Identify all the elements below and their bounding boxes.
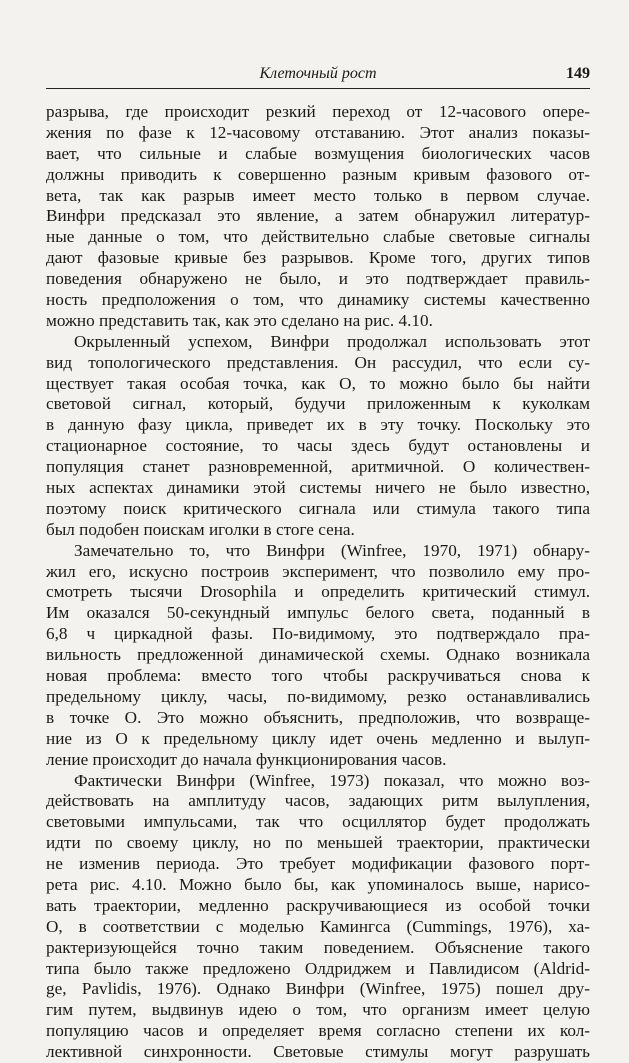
text-line: вильность предложенной динамической схемы. Однако возникала (46, 645, 590, 665)
text-line: популяция станет разновременной, аритмичной. О количествен- (46, 457, 590, 477)
text-line: смотреть тысячи Drosophila и определить критический стимул. (46, 582, 590, 602)
text-line: Замечательно то, что Винфри (Winfree, 1970, 1971) обнару- (74, 540, 590, 560)
text-line: вает, что сильные и слабые возмущения биологических часов (46, 143, 590, 163)
page-number: 149 (566, 65, 590, 82)
text-line: жил его, искусно построив эксперимент, что позволило ему про- (46, 561, 590, 581)
text-line: в данную фазу цикла, приведет их в эту точку. Поскольку это (46, 415, 590, 435)
text-line: идти по своему циклу, но по меньшей траектории, практически (46, 833, 590, 853)
text-line: не изменив периода. Это требует модификации фазового порт- (46, 854, 590, 874)
text-line: 6,8 ч циркадной фазы. По-видимому, это подтверждало пра- (46, 624, 590, 644)
text-line: ление происходит до начала функционирования часов. (46, 749, 447, 769)
text-line: лективной синхронности. Световые стимулы могут разрушать (46, 1042, 590, 1062)
text-line: был подобен поискам иголки в стоге сена. (46, 519, 355, 539)
text-line: Им оказался 50-секундный импульс белого света, поданный в (46, 603, 590, 623)
text-line: рета рис. 4.10. Можно было бы, как упоминалось выше, нарисо- (46, 874, 590, 894)
text-line: действовать на амплитуду часов, задающих ритм вылупления, (46, 791, 590, 811)
text-line: Винфри предсказал это явление, а затем обнаружил литератур- (46, 206, 590, 226)
text-line: Фактически Винфри (Winfree, 1973) показал, что можно воз- (74, 770, 590, 790)
text-line: поведения обнаружено не было, и это подтверждает правиль- (46, 269, 590, 289)
text-line: O, в соответствии с моделью Камингса (Cummings, 1976), ха- (46, 916, 590, 936)
text-line: жения по фазе к 12-часовому отставанию. Этот анализ показы- (46, 122, 590, 142)
text-line: Окрыленный успехом, Винфри продолжал использовать этот (74, 331, 590, 351)
text-line: ние из O к предельному циклу идет очень медленно и вылуп- (46, 728, 590, 748)
text-line: рактеризующейся точно таким поведением. Объяснение такого (46, 937, 590, 957)
text-line: дают фазовые кривые без разрывов. Кроме того, других типов (46, 248, 590, 268)
text-line: ных аспектах динамики этой системы ничего не было известно, (46, 478, 590, 498)
text-line: вид топологического представления. Он рассудил, что если су- (46, 352, 590, 372)
running-title: Клеточный рост (259, 65, 377, 82)
text-line: стационарное состояние, то часы здесь будут остановлены и (46, 436, 590, 456)
text-line: популяцию часов и определяет время согласно степени их кол- (46, 1021, 590, 1041)
text-line: световой сигнал, который, будучи приложенным к куколкам (46, 394, 590, 414)
text-line: в точке O. Это можно объяснить, предположив, что возвраще- (46, 707, 590, 727)
text-line: предельному циклу, часы, по-видимому, резко останавливались (46, 686, 590, 706)
text-line: ge, Pavlidis, 1976). Однако Винфри (Winfree, 1975) пошел дру- (46, 979, 590, 999)
page-header (46, 62, 590, 89)
text-line: ность предположения о том, что динамику системы качественно (46, 290, 590, 310)
text-line: можно представить так, как это сделано на рис. 4.10. (46, 310, 433, 330)
text-line: новая проблема: вместо того чтобы раскручиваться снова к (46, 666, 590, 686)
text-line: вать траектории, медленно раскручивающиеся из особой точки (46, 895, 590, 915)
text-line: ные данные о том, что действительно слабые световые сигналы (46, 227, 590, 247)
text-line: поэтому поиск критического сигнала или стимула такого типа (46, 498, 590, 518)
text-line: гим путем, выдвинув идею о том, что организм имеет целую (46, 1000, 590, 1020)
text-line: ществует такая особая точка, как O, то можно было бы найти (46, 373, 590, 393)
text-line: вета, так как разрыв имеет место только в первом случае. (46, 185, 590, 205)
text-line: разрыва, где происходит резкий переход от 12-часового опере- (46, 102, 590, 121)
text-line: световыми импульсами, так что осциллятор будет продолжать (46, 812, 590, 832)
text-line: должны приводить к совершенно разным кривым фазового от- (46, 164, 590, 184)
body-text (46, 102, 590, 1063)
text-line: типа было также предложено Олдриджем и Павлидисом (Aldrid- (46, 958, 590, 978)
